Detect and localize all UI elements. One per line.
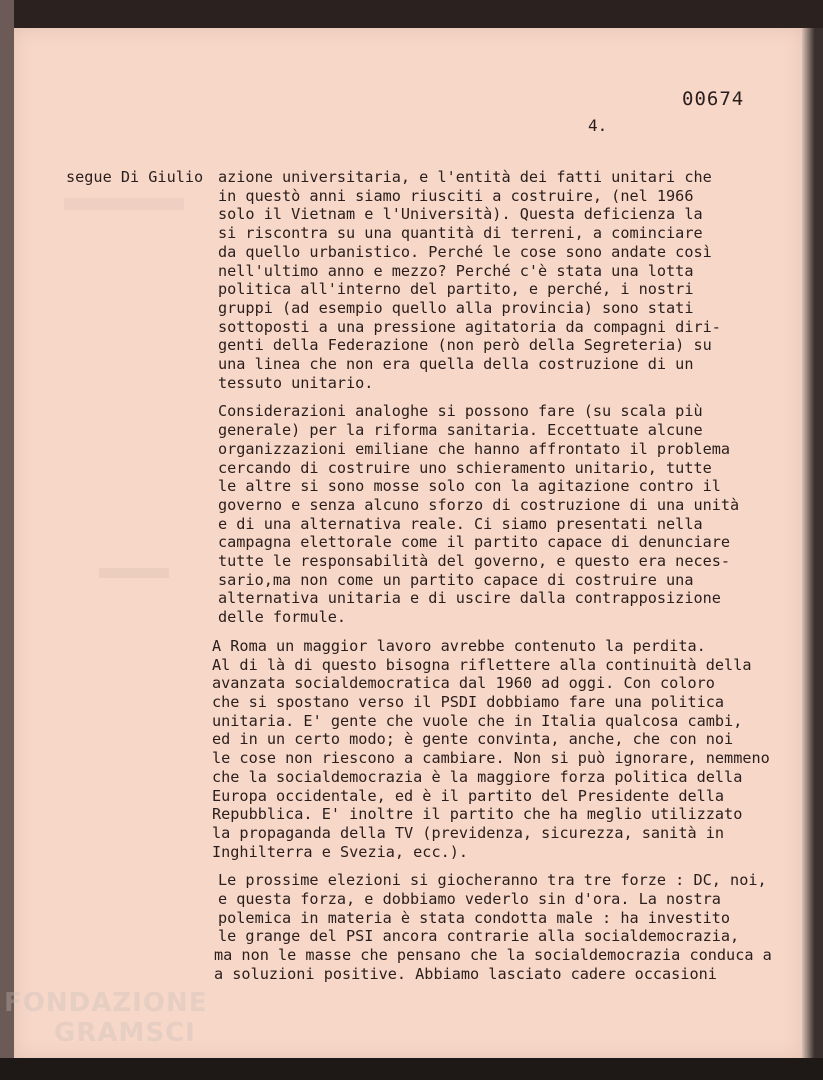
text-line: Le prossime elezioni si giocheranno tra tre forze : DC, noi, xyxy=(218,871,767,890)
text-line: alternativa unitaria e di uscire dalla contrapposizione xyxy=(218,589,721,608)
text-line: cercando di costruire uno schieramento unitario, tutte xyxy=(218,458,712,477)
text-line: sario,ma non come un partito capace di costruire una xyxy=(218,570,694,589)
text-line: campagna elettorale come il partito capace di denunciare xyxy=(218,533,731,552)
text-line: Al di là di questo bisogna riflettere alla continuità della xyxy=(212,655,752,674)
text-line: che si spostano verso il PSDI dobbiamo fare una politica xyxy=(212,692,725,711)
text-line: le cose non riescono a cambiare. Non si può ignorare, nemmeno xyxy=(212,749,770,768)
text-line: che la socialdemocrazia è la maggiore forza politica della xyxy=(212,767,743,786)
text-line: nell'ultimo anno e mezzo? Perché c'è stata una lotta xyxy=(218,261,694,280)
paragraph xyxy=(212,637,808,861)
text-line: ma non le masse che pensano che la socialdemocrazia conduca a xyxy=(214,946,772,965)
text-line: unitaria. E' gente che vuole che in Italia qualcosa cambi, xyxy=(212,711,743,730)
scan-left-edge xyxy=(0,0,14,1080)
text-line: le grange del PSI ancora contrarie alla socialdemocrazia, xyxy=(218,927,740,946)
text-line: tutte le responsabilità del governo, e questo era neces- xyxy=(218,552,731,571)
text-line: da quello urbanistico. Perché le cose sono andate così xyxy=(218,242,712,261)
text-line: solo il Vietnam e l'Università). Questa deficienza la xyxy=(218,205,703,224)
text-line: gruppi (ad esempio quello alla provincia) sono stati xyxy=(218,298,694,317)
paragraph xyxy=(218,168,808,392)
watermark-line: FONDAZIONE xyxy=(4,988,208,1018)
bleed-through-mark xyxy=(99,568,169,578)
text-line: politica all'interno del partito, e perché, i nostri xyxy=(218,280,694,299)
text-line: generale) per la riforma sanitaria. Eccettuate alcune xyxy=(218,421,703,440)
text-line: in questò anni siamo riusciti a costruire, (nel 1966 xyxy=(218,186,694,205)
body-text xyxy=(212,168,808,994)
text-line: le altre si sono mosse solo con la agitazione contro il xyxy=(218,477,721,496)
text-line: genti della Federazione (non però della Segreteria) su xyxy=(218,336,712,355)
text-line: e questa forza, e dobbiamo vederlo sin d'ora. La nostra xyxy=(218,890,721,909)
text-line: avanzata socialdemocratica dal 1960 ad oggi. Con coloro xyxy=(212,674,715,693)
text-line: Europa occidentale, ed è il partito del Presidente della xyxy=(212,786,725,805)
watermark-line: GRAMSCI xyxy=(54,1018,196,1048)
text-line: Inghilterra e Svezia, ecc.). xyxy=(212,842,469,861)
text-line: una linea che non era quella della costruzione di un xyxy=(218,355,694,374)
fondazione-gramsci-watermark xyxy=(4,990,207,1046)
text-line: sottoposti a una pressione agitatoria da compagni diri- xyxy=(218,317,721,336)
document-number: 00674 xyxy=(682,88,745,110)
text-line: governo e senza alcuno sforzo di costruzione di una unità xyxy=(218,495,740,514)
text-line: organizzazioni emiliane che hanno affrontato il problema xyxy=(218,439,731,458)
paragraph xyxy=(214,871,808,983)
text-line: delle formule. xyxy=(218,608,347,627)
text-line: polemica in materia è stata condotta male : ha investito xyxy=(218,908,731,927)
text-line: Considerazioni analoghe si possono fare (su scala più xyxy=(218,402,703,421)
bleed-through-mark xyxy=(64,198,184,210)
paragraph xyxy=(218,402,808,626)
scan-bottom-edge xyxy=(0,1058,823,1080)
page-number: 4. xyxy=(588,116,608,135)
text-line: Repubblica. E' inoltre il partito che ha meglio utilizzato xyxy=(212,805,743,824)
text-line: tessuto unitario. xyxy=(218,373,374,392)
speaker-label: segue Di Giulio xyxy=(66,168,204,186)
text-line: ed in un certo modo; è gente convinta, anche, che con noi xyxy=(212,730,734,749)
text-line: la propaganda della TV (previdenza, sicurezza, sanità in xyxy=(212,823,725,842)
text-line: a soluzioni positive. Abbiamo lasciato cadere occasioni xyxy=(214,964,717,983)
text-line: A Roma un maggior lavoro avrebbe contenuto la perdita. xyxy=(212,636,706,655)
text-line: azione universitaria, e l'entità dei fatti unitari che xyxy=(218,168,712,186)
text-line: si riscontra su una quantità di terreni, a cominciare xyxy=(218,224,703,243)
text-line: e di una alternativa reale. Ci siamo presentati nella xyxy=(218,514,703,533)
